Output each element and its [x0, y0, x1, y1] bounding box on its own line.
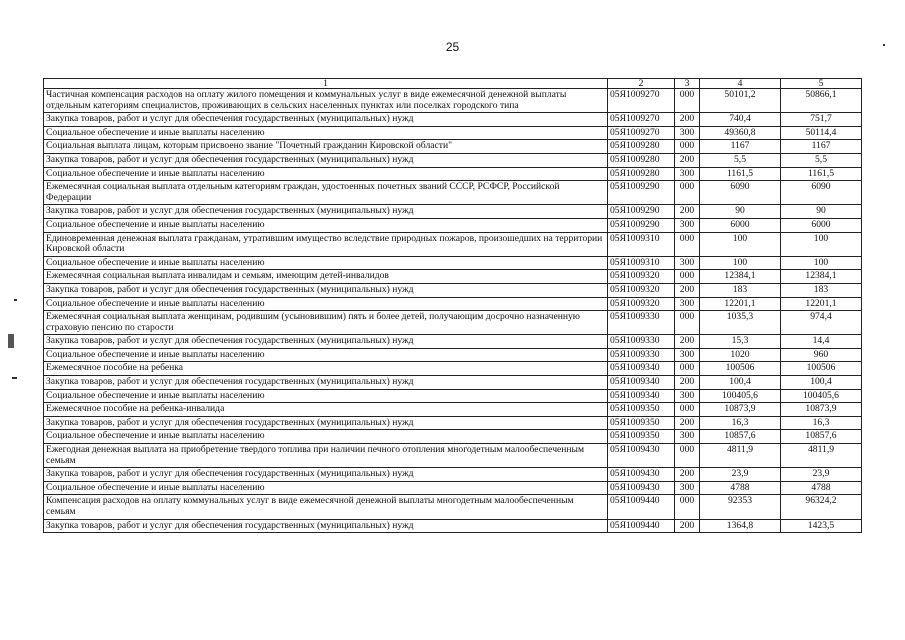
- cell-name: Закупка товаров, работ и услуг для обеспечения государственных (муниципальных) нужд: [44, 468, 608, 482]
- table-row: [44, 113, 862, 127]
- cell-value-2: 12201,1: [781, 297, 862, 311]
- scan-speck: [883, 44, 885, 46]
- table-row: [44, 348, 862, 362]
- table-row: [44, 126, 862, 140]
- table-row: [44, 283, 862, 297]
- cell-code: 05Я1009310: [608, 256, 675, 270]
- cell-code: 05Я1009340: [608, 389, 675, 403]
- cell-value-1: 16,3: [700, 416, 781, 430]
- cell-type: 000: [675, 270, 700, 284]
- cell-name: Социальное обеспечение и иные выплаты населению: [44, 297, 608, 311]
- cell-code: 05Я1009280: [608, 167, 675, 181]
- cell-code: 05Я1009320: [608, 297, 675, 311]
- table-row: [44, 389, 862, 403]
- cell-value-2: 1167: [781, 140, 862, 154]
- cell-value-1: 100: [700, 256, 781, 270]
- table-row: [44, 468, 862, 482]
- table-row: [44, 167, 862, 181]
- cell-value-1: 1167: [700, 140, 781, 154]
- cell-type: 200: [675, 283, 700, 297]
- cell-value-1: 4811,9: [700, 444, 781, 468]
- cell-code: 05Я1009270: [608, 113, 675, 127]
- cell-value-2: 90: [781, 205, 862, 219]
- cell-code: 05Я1009330: [608, 311, 675, 335]
- cell-type: 000: [675, 181, 700, 205]
- cell-value-2: 960: [781, 348, 862, 362]
- cell-name: Ежемесячная социальная выплата женщинам, родившим (усыновившим) пять и более детей, получающим досрочно назначенную страховую пенсию по старости: [44, 311, 608, 335]
- cell-name: Социальное обеспечение и иные выплаты населению: [44, 481, 608, 495]
- table-row: [44, 232, 862, 256]
- cell-type: 200: [675, 205, 700, 219]
- cell-code: 05Я1009320: [608, 270, 675, 284]
- cell-type: 000: [675, 444, 700, 468]
- cell-type: 000: [675, 403, 700, 417]
- cell-code: 05Я1009270: [608, 126, 675, 140]
- cell-value-1: 49360,8: [700, 126, 781, 140]
- table-row: [44, 218, 862, 232]
- cell-value-2: 100: [781, 232, 862, 256]
- cell-code: 05Я1009440: [608, 495, 675, 519]
- cell-type: 000: [675, 362, 700, 376]
- cell-name: Ежемесячная социальная выплата отдельным категориям граждан, удостоенных почетных званий СССР, РСФСР, Российской Федерации: [44, 181, 608, 205]
- cell-value-1: 100: [700, 232, 781, 256]
- cell-value-2: 1161,5: [781, 167, 862, 181]
- cell-name: Закупка товаров, работ и услуг для обеспечения государственных (муниципальных) нужд: [44, 335, 608, 349]
- cell-name: Закупка товаров, работ и услуг для обеспечения государственных (муниципальных) нужд: [44, 153, 608, 167]
- table-row: [44, 297, 862, 311]
- cell-value-1: 23,9: [700, 468, 781, 482]
- cell-code: 05Я1009290: [608, 181, 675, 205]
- cell-code: 05Я1009320: [608, 283, 675, 297]
- table-row: [44, 495, 862, 519]
- cell-code: 05Я1009350: [608, 416, 675, 430]
- cell-value-1: 90: [700, 205, 781, 219]
- table-row: [44, 311, 862, 335]
- cell-value-1: 15,3: [700, 335, 781, 349]
- cell-code: 05Я1009340: [608, 362, 675, 376]
- cell-name: Социальное обеспечение и иные выплаты населению: [44, 218, 608, 232]
- cell-type: 300: [675, 481, 700, 495]
- cell-type: 200: [675, 519, 700, 533]
- cell-value-2: 1423,5: [781, 519, 862, 533]
- cell-name: Ежемесячная социальная выплата инвалидам и семьям, имеющим детей-инвалидов: [44, 270, 608, 284]
- cell-value-1: 10873,9: [700, 403, 781, 417]
- cell-code: 05Я1009440: [608, 519, 675, 533]
- table-row: [44, 205, 862, 219]
- cell-value-2: 100405,6: [781, 389, 862, 403]
- cell-name: Социальное обеспечение и иные выплаты населению: [44, 167, 608, 181]
- cell-value-1: 1020: [700, 348, 781, 362]
- cell-name: Компенсация расходов на оплату коммунальных услуг в виде ежемесячной денежной выплаты многодетным малообеспеченным семьям: [44, 495, 608, 519]
- table-row: [44, 89, 862, 113]
- cell-type: 300: [675, 348, 700, 362]
- cell-code: 05Я1009290: [608, 205, 675, 219]
- cell-value-2: 974,4: [781, 311, 862, 335]
- table-row: [44, 416, 862, 430]
- cell-value-1: 1035,3: [700, 311, 781, 335]
- cell-value-1: 183: [700, 283, 781, 297]
- cell-name: Ежегодная денежная выплата на приобретение твердого топлива при наличии печного отопления многодетным малообеспеченным семьям: [44, 444, 608, 468]
- cell-type: 300: [675, 167, 700, 181]
- table-row: [44, 481, 862, 495]
- table-row: [44, 181, 862, 205]
- cell-value-2: 50114,4: [781, 126, 862, 140]
- cell-value-1: 10857,6: [700, 430, 781, 444]
- cell-name: Закупка товаров, работ и услуг для обеспечения государственных (муниципальных) нужд: [44, 113, 608, 127]
- cell-name: Закупка товаров, работ и услуг для обеспечения государственных (муниципальных) нужд: [44, 283, 608, 297]
- cell-code: 05Я1009430: [608, 468, 675, 482]
- table-row: [44, 140, 862, 154]
- cell-type: 000: [675, 140, 700, 154]
- cell-name: Социальное обеспечение и иные выплаты населению: [44, 256, 608, 270]
- cell-value-2: 6000: [781, 218, 862, 232]
- cell-name: Социальное обеспечение и иные выплаты населению: [44, 389, 608, 403]
- column-header-1: 1: [44, 79, 608, 89]
- cell-value-1: 4788: [700, 481, 781, 495]
- cell-code: 05Я1009280: [608, 140, 675, 154]
- cell-code: 05Я1009340: [608, 376, 675, 390]
- cell-type: 300: [675, 389, 700, 403]
- cell-value-1: 6090: [700, 181, 781, 205]
- cell-name: Ежемесячное пособие на ребенка: [44, 362, 608, 376]
- cell-name: Закупка товаров, работ и услуг для обеспечения государственных (муниципальных) нужд: [44, 416, 608, 430]
- cell-value-2: 100,4: [781, 376, 862, 390]
- cell-type: 200: [675, 153, 700, 167]
- table-row: [44, 444, 862, 468]
- cell-value-1: 100,4: [700, 376, 781, 390]
- cell-type: 300: [675, 256, 700, 270]
- cell-name: Закупка товаров, работ и услуг для обеспечения государственных (муниципальных) нужд: [44, 376, 608, 390]
- table-body: [44, 79, 862, 533]
- table-row: [44, 362, 862, 376]
- cell-code: 05Я1009290: [608, 218, 675, 232]
- cell-type: 000: [675, 311, 700, 335]
- table-row: [44, 256, 862, 270]
- cell-type: 200: [675, 468, 700, 482]
- budget-table: [43, 78, 862, 533]
- cell-name: Социальное обеспечение и иные выплаты населению: [44, 348, 608, 362]
- cell-value-1: 92353: [700, 495, 781, 519]
- cell-value-2: 23,9: [781, 468, 862, 482]
- scan-speck: [12, 377, 17, 379]
- cell-value-2: 6090: [781, 181, 862, 205]
- table-row: [44, 270, 862, 284]
- cell-value-2: 4788: [781, 481, 862, 495]
- cell-value-1: 740,4: [700, 113, 781, 127]
- scan-speck: [14, 299, 17, 301]
- table-row: [44, 153, 862, 167]
- cell-name: Социальная выплата лицам, которым присвоено звание "Почетный гражданин Кировской области": [44, 140, 608, 154]
- cell-code: 05Я1009330: [608, 348, 675, 362]
- page-number: 25: [445, 40, 460, 54]
- cell-value-2: 100: [781, 256, 862, 270]
- cell-value-2: 100506: [781, 362, 862, 376]
- cell-value-1: 100506: [700, 362, 781, 376]
- cell-value-2: 5,5: [781, 153, 862, 167]
- cell-type: 300: [675, 297, 700, 311]
- column-header-4: 4: [700, 79, 781, 89]
- cell-type: 000: [675, 232, 700, 256]
- column-header-2: 2: [608, 79, 675, 89]
- cell-value-2: 183: [781, 283, 862, 297]
- cell-value-2: 14,4: [781, 335, 862, 349]
- cell-code: 05Я1009270: [608, 89, 675, 113]
- table-header-row: [44, 79, 862, 89]
- cell-value-2: 10857,6: [781, 430, 862, 444]
- cell-type: 200: [675, 335, 700, 349]
- cell-value-1: 5,5: [700, 153, 781, 167]
- column-header-5: 5: [781, 79, 862, 89]
- table-row: [44, 376, 862, 390]
- table-row: [44, 519, 862, 533]
- cell-type: 200: [675, 113, 700, 127]
- cell-name: Социальное обеспечение и иные выплаты населению: [44, 430, 608, 444]
- cell-type: 200: [675, 376, 700, 390]
- cell-value-1: 100405,6: [700, 389, 781, 403]
- cell-value-1: 6000: [700, 218, 781, 232]
- cell-code: 05Я1009310: [608, 232, 675, 256]
- cell-value-2: 4811,9: [781, 444, 862, 468]
- cell-value-2: 16,3: [781, 416, 862, 430]
- cell-value-2: 751,7: [781, 113, 862, 127]
- table-row: [44, 403, 862, 417]
- cell-value-2: 50866,1: [781, 89, 862, 113]
- cell-name: Закупка товаров, работ и услуг для обеспечения государственных (муниципальных) нужд: [44, 205, 608, 219]
- cell-type: 300: [675, 126, 700, 140]
- cell-value-1: 12201,1: [700, 297, 781, 311]
- cell-type: 300: [675, 218, 700, 232]
- cell-value-1: 12384,1: [700, 270, 781, 284]
- cell-code: 05Я1009430: [608, 444, 675, 468]
- cell-value-1: 50101,2: [700, 89, 781, 113]
- cell-value-1: 1364,8: [700, 519, 781, 533]
- cell-code: 05Я1009350: [608, 430, 675, 444]
- cell-type: 300: [675, 430, 700, 444]
- cell-value-1: 1161,5: [700, 167, 781, 181]
- cell-name: Частичная компенсация расходов на оплату жилого помещения и коммунальных услуг в виде ежемесячной денежной выплаты отдельным категориям специалистов, проживающих в сельских населенных пунктах или поселках городского типа: [44, 89, 608, 113]
- cell-name: Единовременная денежная выплата гражданам, утратившим имущество вследствие природных пожаров, произошедших на территории Кировской области: [44, 232, 608, 256]
- table-row: [44, 430, 862, 444]
- cell-name: Закупка товаров, работ и услуг для обеспечения государственных (муниципальных) нужд: [44, 519, 608, 533]
- cell-type: 000: [675, 495, 700, 519]
- column-header-3: 3: [675, 79, 700, 89]
- cell-value-2: 12384,1: [781, 270, 862, 284]
- cell-value-2: 10873,9: [781, 403, 862, 417]
- cell-type: 200: [675, 416, 700, 430]
- scan-speck: [8, 334, 14, 348]
- cell-name: Социальное обеспечение и иные выплаты населению: [44, 126, 608, 140]
- cell-value-2: 96324,2: [781, 495, 862, 519]
- cell-code: 05Я1009280: [608, 153, 675, 167]
- cell-type: 000: [675, 89, 700, 113]
- table-row: [44, 335, 862, 349]
- cell-name: Ежемесячное пособие на ребенка-инвалида: [44, 403, 608, 417]
- cell-code: 05Я1009330: [608, 335, 675, 349]
- cell-code: 05Я1009350: [608, 403, 675, 417]
- cell-code: 05Я1009430: [608, 481, 675, 495]
